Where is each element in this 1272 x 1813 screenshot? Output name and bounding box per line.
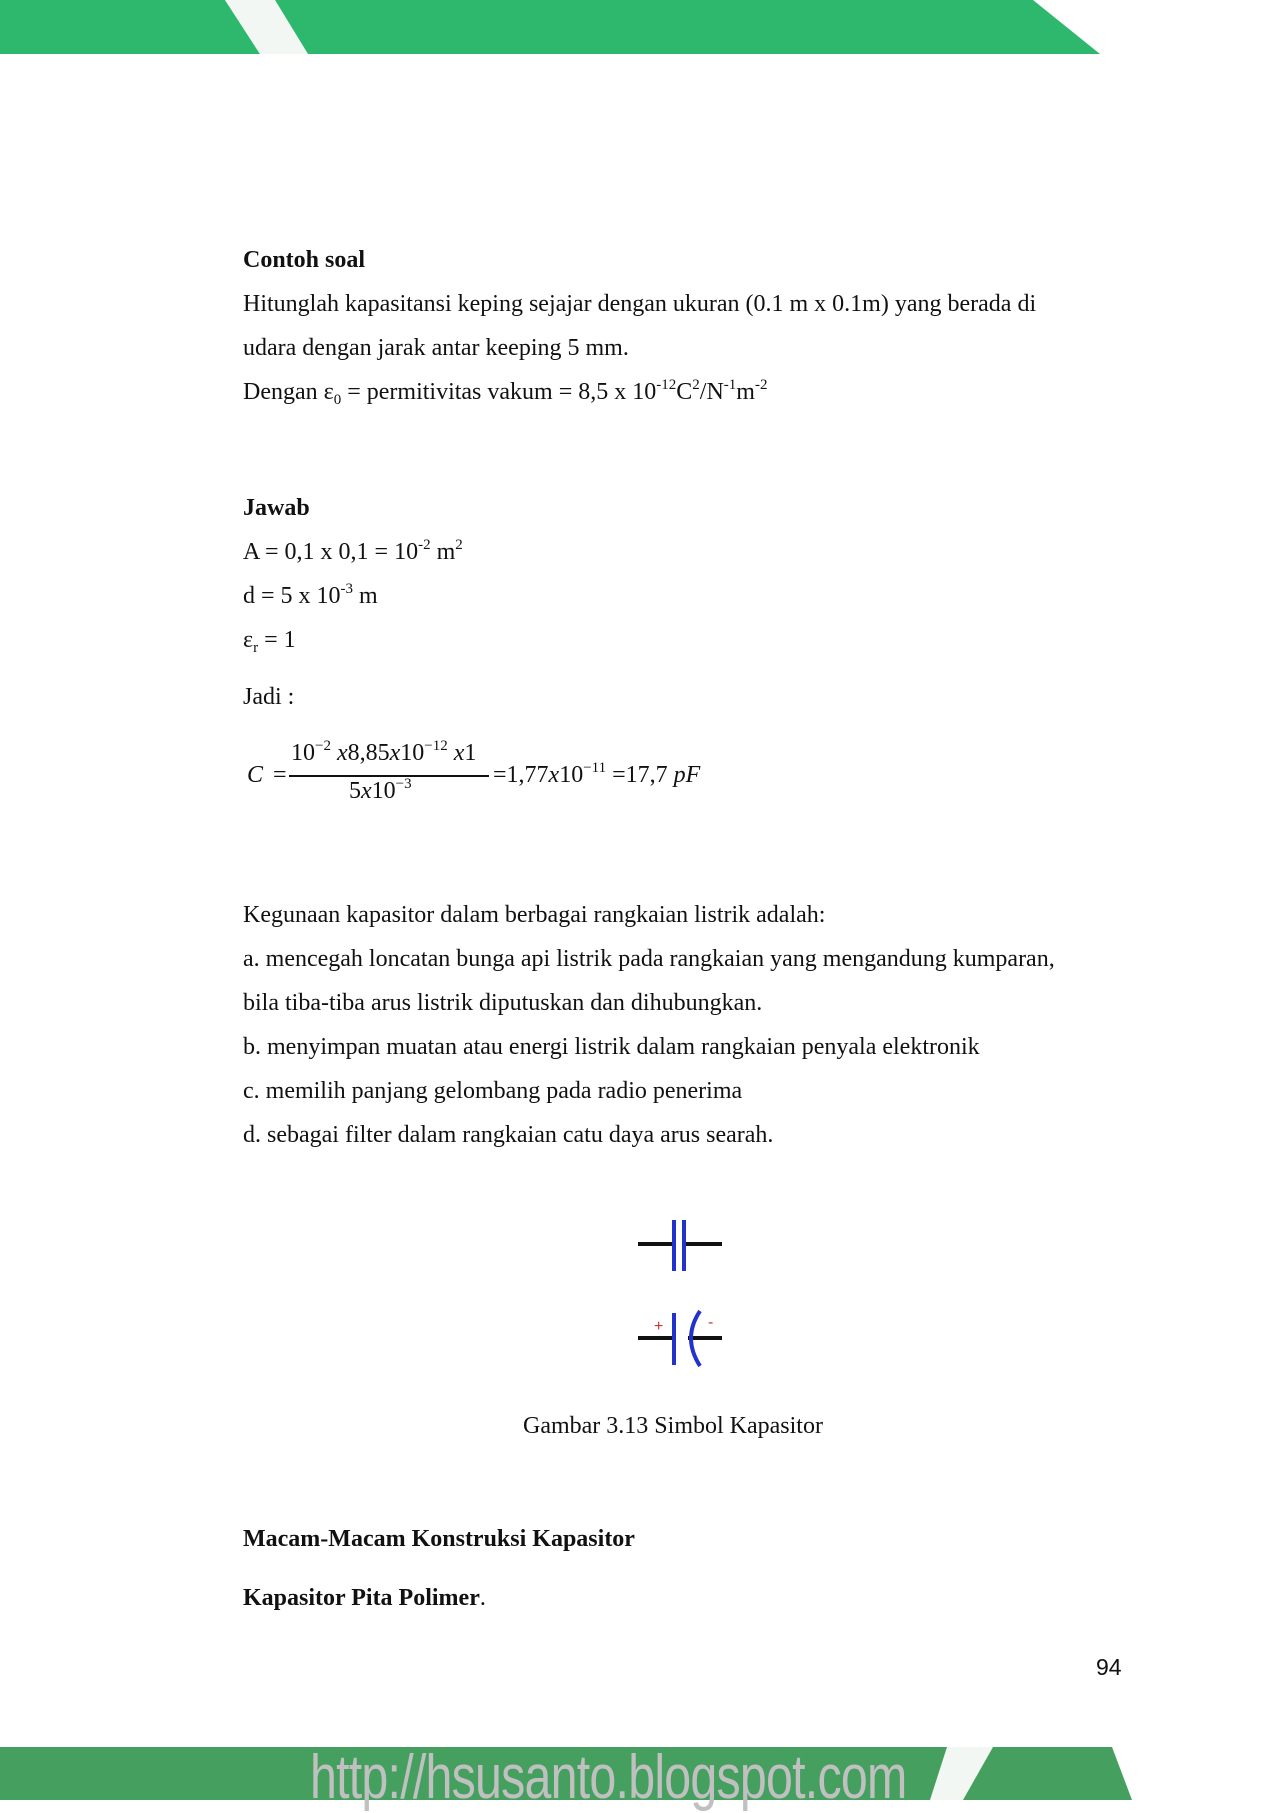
den-c-exp: −3 xyxy=(395,776,412,792)
rhs2-unit: pF xyxy=(673,762,701,788)
figure-caption: Gambar 3.13 Simbol Kapasitor xyxy=(523,1413,823,1439)
uses-intro: Kegunaan kapasitor dalam berbagai rangkaian listrik adalah: xyxy=(243,902,826,928)
rhs1-x: x xyxy=(548,762,560,788)
uses-item-a-cont: bila tiba-tiba arus listrik diputuskan dan dihubungkan. xyxy=(243,990,763,1016)
exp-2: 2 xyxy=(692,377,700,393)
minus-sign: - xyxy=(708,1314,714,1331)
eps-mid: = permitivitas vakum = 8,5 x 10 xyxy=(341,379,657,405)
epsilon-value: = 1 xyxy=(258,627,296,653)
rhs1-exp: −11 xyxy=(583,760,607,776)
num-a-exp: −2 xyxy=(315,738,331,754)
num-f: x xyxy=(453,740,465,766)
eps-sub: 0 xyxy=(333,392,342,408)
answer-epsilon-r xyxy=(243,625,296,655)
rhs1-b: 10 xyxy=(559,762,584,788)
epsilon-sub: r xyxy=(253,640,259,656)
answer-heading: Jawab xyxy=(243,495,310,521)
unit-c: C xyxy=(676,379,693,405)
example-line-1: Hitunglah kapasitansi keping sejajar dengan ukuran (0.1 m x 0.1m) yang berada di xyxy=(243,291,1037,317)
unit-n: /N xyxy=(699,379,724,405)
num-d: x xyxy=(389,740,401,766)
num-e-exp: −12 xyxy=(424,738,448,754)
formula-denominator xyxy=(349,778,412,805)
formula-lhs: C xyxy=(247,762,264,788)
formula-result xyxy=(493,762,700,789)
uses-item-b: b. menyimpan muatan atau energi listrik dalam rangkaian penyala elektronik xyxy=(243,1034,980,1060)
den-b: x xyxy=(361,778,372,804)
distance-text: d = 5 x 10 xyxy=(243,583,341,609)
answer-conclusion: Jadi : xyxy=(243,684,295,710)
subheading-period: . xyxy=(479,1585,486,1611)
epsilon-symbol: ε xyxy=(243,627,254,653)
example-heading: Contoh soal xyxy=(243,247,366,273)
watermark-url: http://hsusanto.blogspot.com xyxy=(310,1743,907,1812)
subheading-text: Kapasitor Pita Polimer xyxy=(243,1585,480,1611)
eps-prefix: Dengan ε xyxy=(243,379,334,405)
answer-distance xyxy=(243,581,378,611)
den-a: 5 xyxy=(349,778,361,804)
example-line-3 xyxy=(243,377,767,407)
distance-exp: -3 xyxy=(340,581,354,597)
num-b: x xyxy=(336,740,348,766)
fraction-bar xyxy=(289,775,489,777)
nonpolar-capacitor-icon xyxy=(638,1220,722,1271)
num-c: 8,85 xyxy=(347,740,390,766)
exp-3: -1 xyxy=(723,377,737,393)
num-a: 10 xyxy=(291,740,315,766)
area-unit: m xyxy=(430,539,456,565)
page-number: 94 xyxy=(1096,1654,1122,1680)
distance-unit: m xyxy=(353,583,378,609)
capacitor-symbols-figure xyxy=(630,1215,750,1380)
num-e: 10 xyxy=(400,740,425,766)
top-banner xyxy=(0,0,1272,54)
formula-equals: = xyxy=(273,762,287,788)
num-g: 1 xyxy=(464,740,477,766)
unit-m: m xyxy=(736,379,755,405)
uses-item-d: d. sebagai filter dalam rangkaian catu daya arus searah. xyxy=(243,1122,774,1148)
top-banner-left-band xyxy=(0,0,260,54)
area-text: A = 0,1 x 0,1 = 10 xyxy=(243,539,419,565)
exp-1: -12 xyxy=(656,377,677,393)
formula-numerator xyxy=(291,740,476,767)
section-subheading xyxy=(243,1583,486,1613)
area-unit-exp: 2 xyxy=(455,537,463,553)
uses-item-a: a. mencegah loncatan bunga api listrik pada rangkaian yang mengandung kumparan, xyxy=(243,946,1055,972)
answer-area xyxy=(243,537,463,567)
uses-item-c: c. memilih panjang gelombang pada radio penerima xyxy=(243,1078,743,1104)
area-exp: -2 xyxy=(418,537,431,553)
polarized-capacitor-icon xyxy=(638,1311,722,1366)
plus-sign: + xyxy=(654,1318,664,1335)
rhs1: =1,77 xyxy=(493,762,549,788)
exp-4: -2 xyxy=(754,377,768,393)
example-line-2: udara dengan jarak antar keeping 5 mm. xyxy=(243,335,629,361)
section-heading: Macam-Macam Konstruksi Kapasitor xyxy=(243,1526,635,1552)
top-banner-right-band xyxy=(275,0,1100,54)
rhs2: =17,7 xyxy=(612,762,668,788)
den-c: 10 xyxy=(371,778,396,804)
